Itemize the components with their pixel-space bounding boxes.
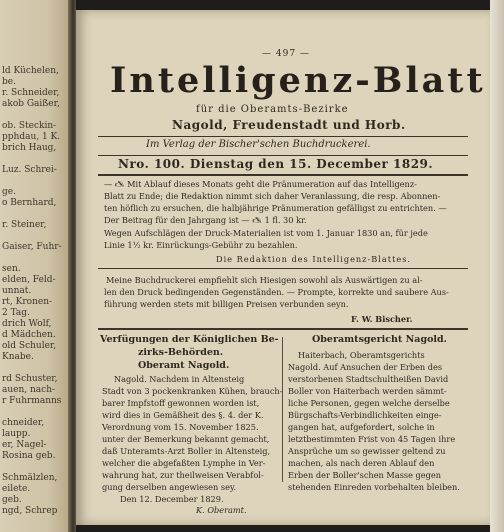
left-text-line: wird dies in Gemäßheit des §. 4. der K.	[102, 410, 264, 420]
rule-top	[98, 136, 468, 137]
left-text-line: Den 12. December 1829.	[120, 494, 224, 504]
masthead-districts: Nagold, Freudenstadt und Horb.	[172, 118, 406, 132]
adjacent-page-text: ngd, Schrep	[2, 506, 58, 516]
adjacent-page-fragment	[0, 0, 70, 532]
page-edge	[490, 0, 504, 532]
rule-issue	[98, 174, 468, 176]
notice-signature: Die Redaktion des Intelligenz-Blattes.	[216, 254, 412, 264]
adjacent-page-text: unnat.	[2, 286, 32, 296]
publisher-line: Im Verlag der Bischer'schen Buchdruckerei.	[146, 139, 371, 150]
right-text-line: gangen hat, aufgefordert, solche in	[288, 422, 435, 432]
left-text-line: barer Impfstoff gewonnen worden ist,	[102, 398, 260, 408]
adjacent-page-text: akob Gaißer,	[2, 99, 60, 109]
adjacent-page-text: d Mädchen.	[2, 330, 56, 340]
column-divider	[282, 337, 283, 482]
left-signature: K. Oberamt.	[196, 505, 247, 515]
adjacent-page-text: Schmälzlen,	[2, 473, 58, 483]
adjacent-page-text: Rosina geb.	[2, 451, 56, 461]
adjacent-page-text: elden, Feld-	[2, 275, 56, 285]
adjacent-page-text: chneider,	[2, 418, 45, 428]
adjacent-page-text: pphdau, 1 K.	[2, 132, 61, 142]
notice-line: Blatt zu Ende; die Redaktion nimmt sich daher Veranlassung, die resp. Abonnen-	[104, 191, 441, 201]
right-text-line: machen, als nach deren Ablauf den	[288, 458, 435, 468]
left-text-line: wahrung hat, zur theilweisen Verabfol-	[102, 470, 264, 480]
adjacent-page-text: geb.	[2, 495, 22, 505]
notice-line: ten höflich zu ersuchen, die halbjährige Pränumeration gefälligst zu entrichten. —	[104, 203, 447, 213]
notice-line: — 🖎 Mit Ablauf dieses Monats geht die Pränumeration auf das Intelligenz-	[104, 179, 417, 189]
rule-advert	[98, 328, 468, 330]
adjacent-page-text: drich Wolf,	[2, 319, 52, 329]
adjacent-page-text: Gaiser, Fuhr-	[2, 242, 62, 252]
right-text-line: Bürgschafts-Verbindlichkeiten einge-	[288, 410, 442, 420]
adjacent-page-text: o Bernhard,	[2, 198, 57, 208]
advert-signature: F. W. Bischer.	[351, 314, 413, 324]
adjacent-page-text: r Fuhrmanns	[2, 396, 62, 406]
right-text-line: liche Personen, gegen welche derselbe	[288, 398, 450, 408]
adjacent-page-text: ob. Steckin-	[2, 121, 57, 131]
book-spine	[68, 0, 76, 532]
left-text-line: gung derselben angewiesen sey.	[102, 482, 237, 492]
left-heading-line: zirks-Behörden.	[138, 347, 224, 358]
adjacent-page-text: old Schuler,	[2, 341, 57, 351]
masthead-subtitle: für die Oberamts-Bezirke	[196, 104, 349, 115]
page-number: — 497 —	[262, 49, 310, 59]
issue-line: Nro. 100. Dienstag den 15. December 1829.	[118, 157, 434, 171]
adjacent-page-text: ld Küchelen,	[2, 66, 59, 76]
right-text-line: Haiterbach, Oberamtsgerichts	[298, 350, 425, 360]
right-text-line: Nagold. Auf Ansuchen der Erben des	[288, 362, 443, 372]
notice-line: Wegen Aufschlägen der Druck-Materialien ist vom 1. Januar 1830 an, für jede	[104, 228, 428, 238]
rule-notice	[98, 268, 468, 269]
adjacent-page-text: brich Haug,	[2, 143, 57, 153]
adjacent-page-text: er, Nagel-	[2, 440, 47, 450]
notice-line: Linie 1½ kr. Einrückungs-Gebühr zu bezahlen.	[104, 240, 298, 250]
advert-line: führung werden stets mit billigen Preisen verbunden seyn.	[104, 299, 349, 309]
adjacent-page-text: laupp.	[2, 429, 31, 439]
adjacent-page-text: rt, Kronen-	[2, 297, 53, 307]
advert-line: len den Druck bedingenden Gegenständen. — Prompte, korrekte und saubere Aus-	[104, 287, 449, 297]
left-text-line: Verordnung vom 15. November 1825.	[102, 422, 259, 432]
adjacent-page-text: r. Schneider,	[2, 88, 60, 98]
right-text-line: Erben der Boller'schen Masse gegen	[288, 470, 441, 480]
right-text-line: stehenden Einreden vorbehalten bleiben.	[288, 482, 460, 492]
left-text-line: daß Unteramts-Arzt Boller in Altensteig,	[102, 446, 271, 456]
right-text-line: Boller von Haiterbach werden sämmt-	[288, 386, 447, 396]
left-text-line: Nagold. Nachdem in Altensteig	[114, 374, 245, 384]
adjacent-page-text: r. Steiner,	[2, 220, 47, 230]
notice-line: Der Beitrag für den Jahrgang ist — 🖎 1 fl. 30 kr.	[104, 215, 307, 225]
masthead-title: Intelligenz-Blatt	[110, 60, 486, 101]
left-text-line: Stadt von 3 pockenkranken Kühen, brauch-	[102, 386, 283, 396]
right-heading: Oberamtsgericht Nagold.	[312, 334, 447, 345]
adjacent-page-text: 2 Tag.	[2, 308, 30, 318]
newspaper-page	[76, 10, 490, 525]
advert-line: Meine Buchdruckerei empfiehlt sich Hiesigen sowohl als Auswärtigen zu al-	[106, 275, 423, 285]
adjacent-page-text: sen.	[2, 264, 21, 274]
left-text-line: unter der Bemerkung bekannt gemacht,	[102, 434, 270, 444]
adjacent-page-text: rd Schuster,	[2, 374, 58, 384]
left-subheading: Oberamt Nagold.	[138, 360, 230, 371]
adjacent-page-text: auen, nach-	[2, 385, 56, 395]
adjacent-page-text: eilete.	[2, 484, 31, 494]
right-text-line: letztbestimmten Frist von 45 Tagen ihre	[288, 434, 456, 444]
adjacent-page-text: Knabe.	[2, 352, 34, 362]
adjacent-page-text: ge.	[2, 187, 16, 197]
adjacent-page-text: Luz. Schrei-	[2, 165, 57, 175]
rule-mid	[98, 155, 468, 156]
adjacent-page-text: be.	[2, 77, 16, 87]
right-text-line: Ansprüche um so gewisser geltend zu	[288, 446, 446, 456]
right-text-line: verstorbenen Stadtschultheißen David	[288, 374, 449, 384]
left-text-line: welcher die abgefaßten Lymphe in Ver-	[102, 458, 266, 468]
left-heading-line: Verfügungen der Königlichen Be-	[100, 334, 279, 345]
